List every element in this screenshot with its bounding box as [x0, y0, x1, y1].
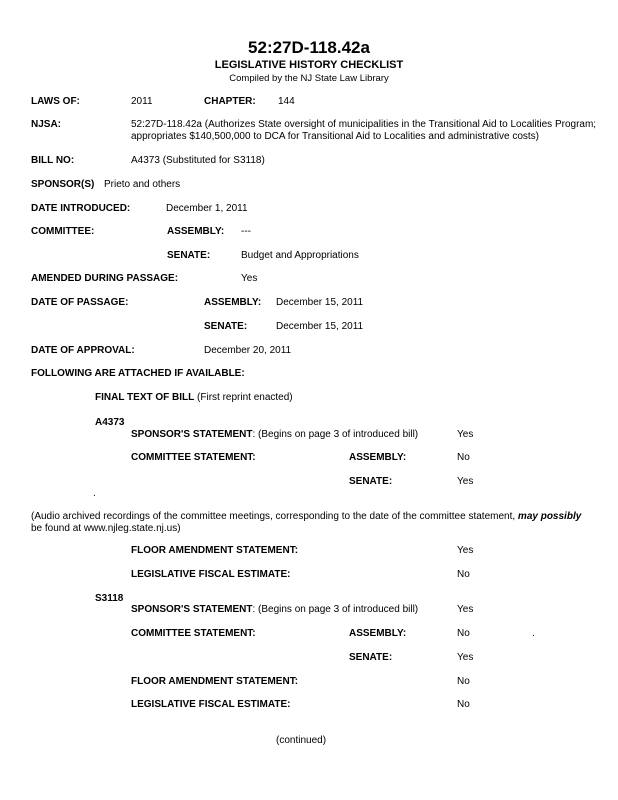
- date-introduced-label: DATE INTRODUCED:: [31, 203, 131, 214]
- audio-note-text: (Audio archived recordings of the committee meetings, corresponding to the date of the committee statement,: [31, 511, 516, 522]
- a4373-sponsor-value: Yes: [457, 429, 474, 440]
- s3118-committee-label: COMMITTEE STATEMENT:: [131, 628, 256, 639]
- s3118-bill-label: S3118: [95, 593, 124, 604]
- date-introduced-value: December 1, 2011: [166, 203, 248, 214]
- amended-label: AMENDED DURING PASSAGE:: [31, 273, 179, 284]
- passage-assembly-value: December 15, 2011: [276, 297, 364, 308]
- chapter-label: CHAPTER:: [204, 96, 256, 107]
- a4373-stray-mark: .: [93, 488, 96, 499]
- audio-note-emphasis: may possibly: [517, 511, 582, 522]
- bill-no-label: BILL NO:: [31, 155, 75, 166]
- final-text-label: FINAL TEXT OF BILL: [95, 392, 195, 403]
- s3118-floor-value: No: [457, 676, 470, 687]
- s3118-floor-label: FLOOR AMENDMENT STATEMENT:: [131, 676, 299, 687]
- committee-label: COMMITTEE:: [31, 226, 95, 237]
- date-of-approval-label: DATE OF APPROVAL:: [31, 345, 135, 356]
- passage-senate-value: December 15, 2011: [276, 321, 364, 332]
- compiled-by: Compiled by the NJ State Law Library: [229, 73, 389, 84]
- a4373-floor-value: Yes: [457, 545, 474, 556]
- s3118-fiscal-value: No: [457, 699, 470, 710]
- amended-value: Yes: [241, 273, 258, 284]
- s3118-sponsor-note: : (Begins on page 3 of introduced bill): [252, 604, 419, 615]
- a4373-fiscal-label: LEGISLATIVE FISCAL ESTIMATE:: [131, 569, 291, 580]
- bill-no-value: A4373 (Substituted for S3118): [131, 155, 265, 166]
- s3118-fiscal-label: LEGISLATIVE FISCAL ESTIMATE:: [131, 699, 291, 710]
- a4373-senate-value: Yes: [457, 476, 474, 487]
- s3118-assembly-value: No: [457, 628, 470, 639]
- page-subtitle: LEGISLATIVE HISTORY CHECKLIST: [214, 59, 404, 71]
- laws-of-label: LAWS OF:: [31, 96, 80, 107]
- s3118-sponsor-value: Yes: [457, 604, 474, 615]
- final-text-note: (First reprint enacted): [197, 392, 293, 403]
- s3118-senate-value: Yes: [457, 652, 474, 663]
- s3118-assembly-label: ASSEMBLY:: [349, 628, 407, 639]
- a4373-bill-label: A4373: [95, 417, 125, 428]
- s3118-sponsor-line: [131, 604, 418, 616]
- a4373-committee-label: COMMITTEE STATEMENT:: [131, 452, 256, 463]
- sponsors-value: Prieto and others: [104, 179, 181, 190]
- date-of-passage-label: DATE OF PASSAGE:: [31, 297, 129, 308]
- njsa-label: NJSA:: [31, 119, 62, 130]
- njsa-line-2: appropriates $140,500,000 to DCA for Transitional Aid to Localities and administrative costs): [131, 131, 540, 142]
- sponsors-label: SPONSOR(S): [31, 179, 95, 190]
- a4373-floor-label: FLOOR AMENDMENT STATEMENT:: [131, 545, 299, 556]
- a4373-assembly-value: No: [457, 452, 470, 463]
- passage-assembly-label: ASSEMBLY:: [204, 297, 262, 308]
- final-text-line: [95, 392, 293, 404]
- s3118-sponsor-label: SPONSOR'S STATEMENT: [131, 604, 253, 615]
- a4373-assembly-label: ASSEMBLY:: [349, 452, 407, 463]
- passage-senate-label: SENATE:: [204, 321, 248, 332]
- a4373-sponsor-label: SPONSOR'S STATEMENT: [131, 429, 253, 440]
- committee-senate-value: Budget and Appropriations: [241, 250, 359, 261]
- page-title: 52:27D-118.42a: [248, 38, 370, 57]
- continued-footer: (continued): [276, 735, 327, 746]
- laws-of-value: 2011: [131, 96, 153, 107]
- date-of-approval-value: December 20, 2011: [204, 345, 292, 356]
- a4373-sponsor-note: : (Begins on page 3 of introduced bill): [252, 429, 419, 440]
- committee-assembly-label: ASSEMBLY:: [167, 226, 225, 237]
- a4373-senate-label: SENATE:: [349, 476, 393, 487]
- audio-note-line-1: [31, 511, 581, 523]
- njsa-line-1: 52:27D-118.42a (Authorizes State oversight of municipalities in the Transitional Aid to Localities Program;: [131, 119, 597, 130]
- committee-assembly-value: ---: [241, 226, 251, 237]
- committee-senate-label: SENATE:: [167, 250, 211, 261]
- s3118-senate-label: SENATE:: [349, 652, 393, 663]
- s3118-stray-mark: .: [532, 628, 535, 639]
- chapter-value: 144: [278, 96, 295, 107]
- following-heading: FOLLOWING ARE ATTACHED IF AVAILABLE:: [31, 368, 245, 379]
- a4373-sponsor-line: [131, 429, 418, 441]
- a4373-fiscal-value: No: [457, 569, 470, 580]
- audio-note-line-2: be found at www.njleg.state.nj.us): [31, 523, 181, 534]
